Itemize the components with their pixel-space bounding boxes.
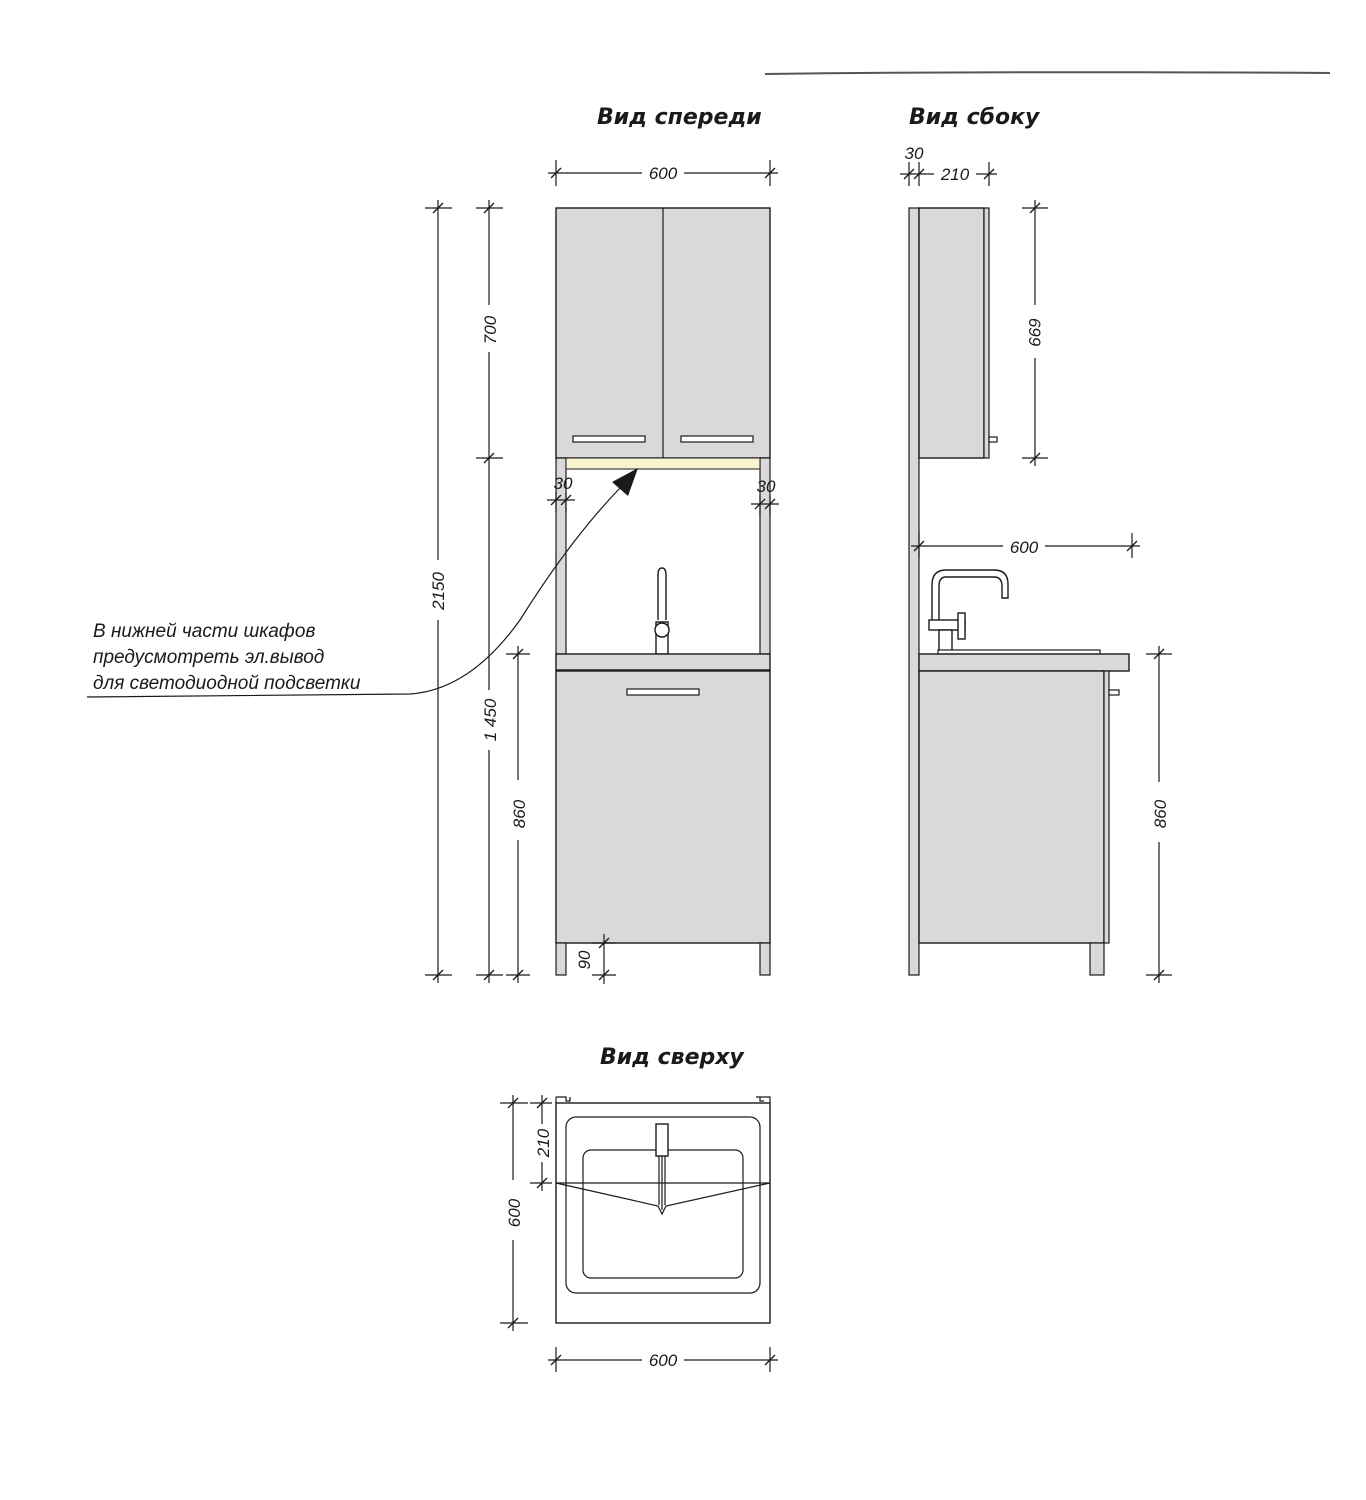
front-width-value: 600 — [648, 164, 678, 183]
front-upper-right-handle — [681, 436, 753, 442]
front-upper-lower-dimension — [476, 200, 503, 983]
top-depth-dimension — [500, 1095, 553, 1331]
side-upper-handle — [989, 437, 997, 442]
side-upper-cabinet — [919, 208, 984, 458]
front-base-handle — [627, 689, 699, 695]
side-base-cabinet — [919, 671, 1104, 943]
top-width-dimension — [548, 1347, 778, 1372]
side-top-dimension — [900, 144, 997, 186]
top-upper-depth-value: 210 — [534, 1128, 553, 1158]
front-faucet — [655, 568, 669, 654]
side-upper-depth-value: 210 — [940, 165, 970, 184]
side-upper-height-dimension — [1022, 200, 1048, 466]
front-base-height-value: 860 — [510, 799, 529, 829]
front-leg-height-value: 90 — [575, 950, 594, 970]
side-base-depth-dimension — [911, 533, 1140, 558]
front-total-height-dimension — [425, 200, 452, 983]
front-post-left-value: 30 — [553, 474, 573, 493]
front-worktop — [556, 654, 770, 670]
front-upper-left-handle — [573, 436, 645, 442]
front-width-dimension — [548, 160, 778, 186]
top-view — [500, 1095, 778, 1372]
side-base-handle — [1109, 690, 1119, 695]
led-strip — [566, 458, 760, 469]
front-post-dimensions — [547, 474, 779, 516]
side-worktop — [919, 654, 1129, 671]
side-faucet — [929, 570, 1008, 654]
front-base-cabinet — [556, 671, 770, 943]
front-total-height-value: 2150 — [429, 572, 448, 610]
front-upper-height-value: 700 — [481, 315, 500, 345]
front-base-height-dimension — [506, 646, 530, 983]
front-right-leg — [760, 943, 770, 975]
note-line-3: для светодиодной подсветки — [93, 673, 361, 694]
side-upper-height-value: 699 — [1025, 317, 1044, 347]
side-base-height-value: 860 — [1151, 799, 1170, 829]
header-rule — [765, 72, 1330, 74]
top-view-title: Вид сверху — [600, 1045, 744, 1070]
side-leg — [1090, 943, 1104, 975]
top-sink-inner — [583, 1150, 743, 1278]
side-view-title: Вид сбоку — [909, 105, 1040, 130]
note-line-2: предусмотреть эл.вывод — [93, 647, 325, 668]
side-post-thickness-value: 30 — [904, 144, 924, 163]
front-left-leg — [556, 943, 566, 975]
front-post-right-value: 30 — [756, 477, 776, 496]
note-line-1: В нижней части шкафов — [93, 621, 316, 642]
side-base-depth-value: 600 — [1009, 538, 1039, 557]
front-view-title: Вид спереди — [597, 105, 762, 130]
front-view — [425, 160, 779, 984]
top-width-value: 600 — [648, 1351, 678, 1370]
side-base-height-dimension — [1146, 646, 1172, 983]
side-view — [900, 144, 1172, 983]
front-lower-height-value: 1 450 — [481, 698, 500, 742]
side-wall-post — [909, 208, 919, 975]
top-depth-value: 600 — [505, 1198, 524, 1228]
